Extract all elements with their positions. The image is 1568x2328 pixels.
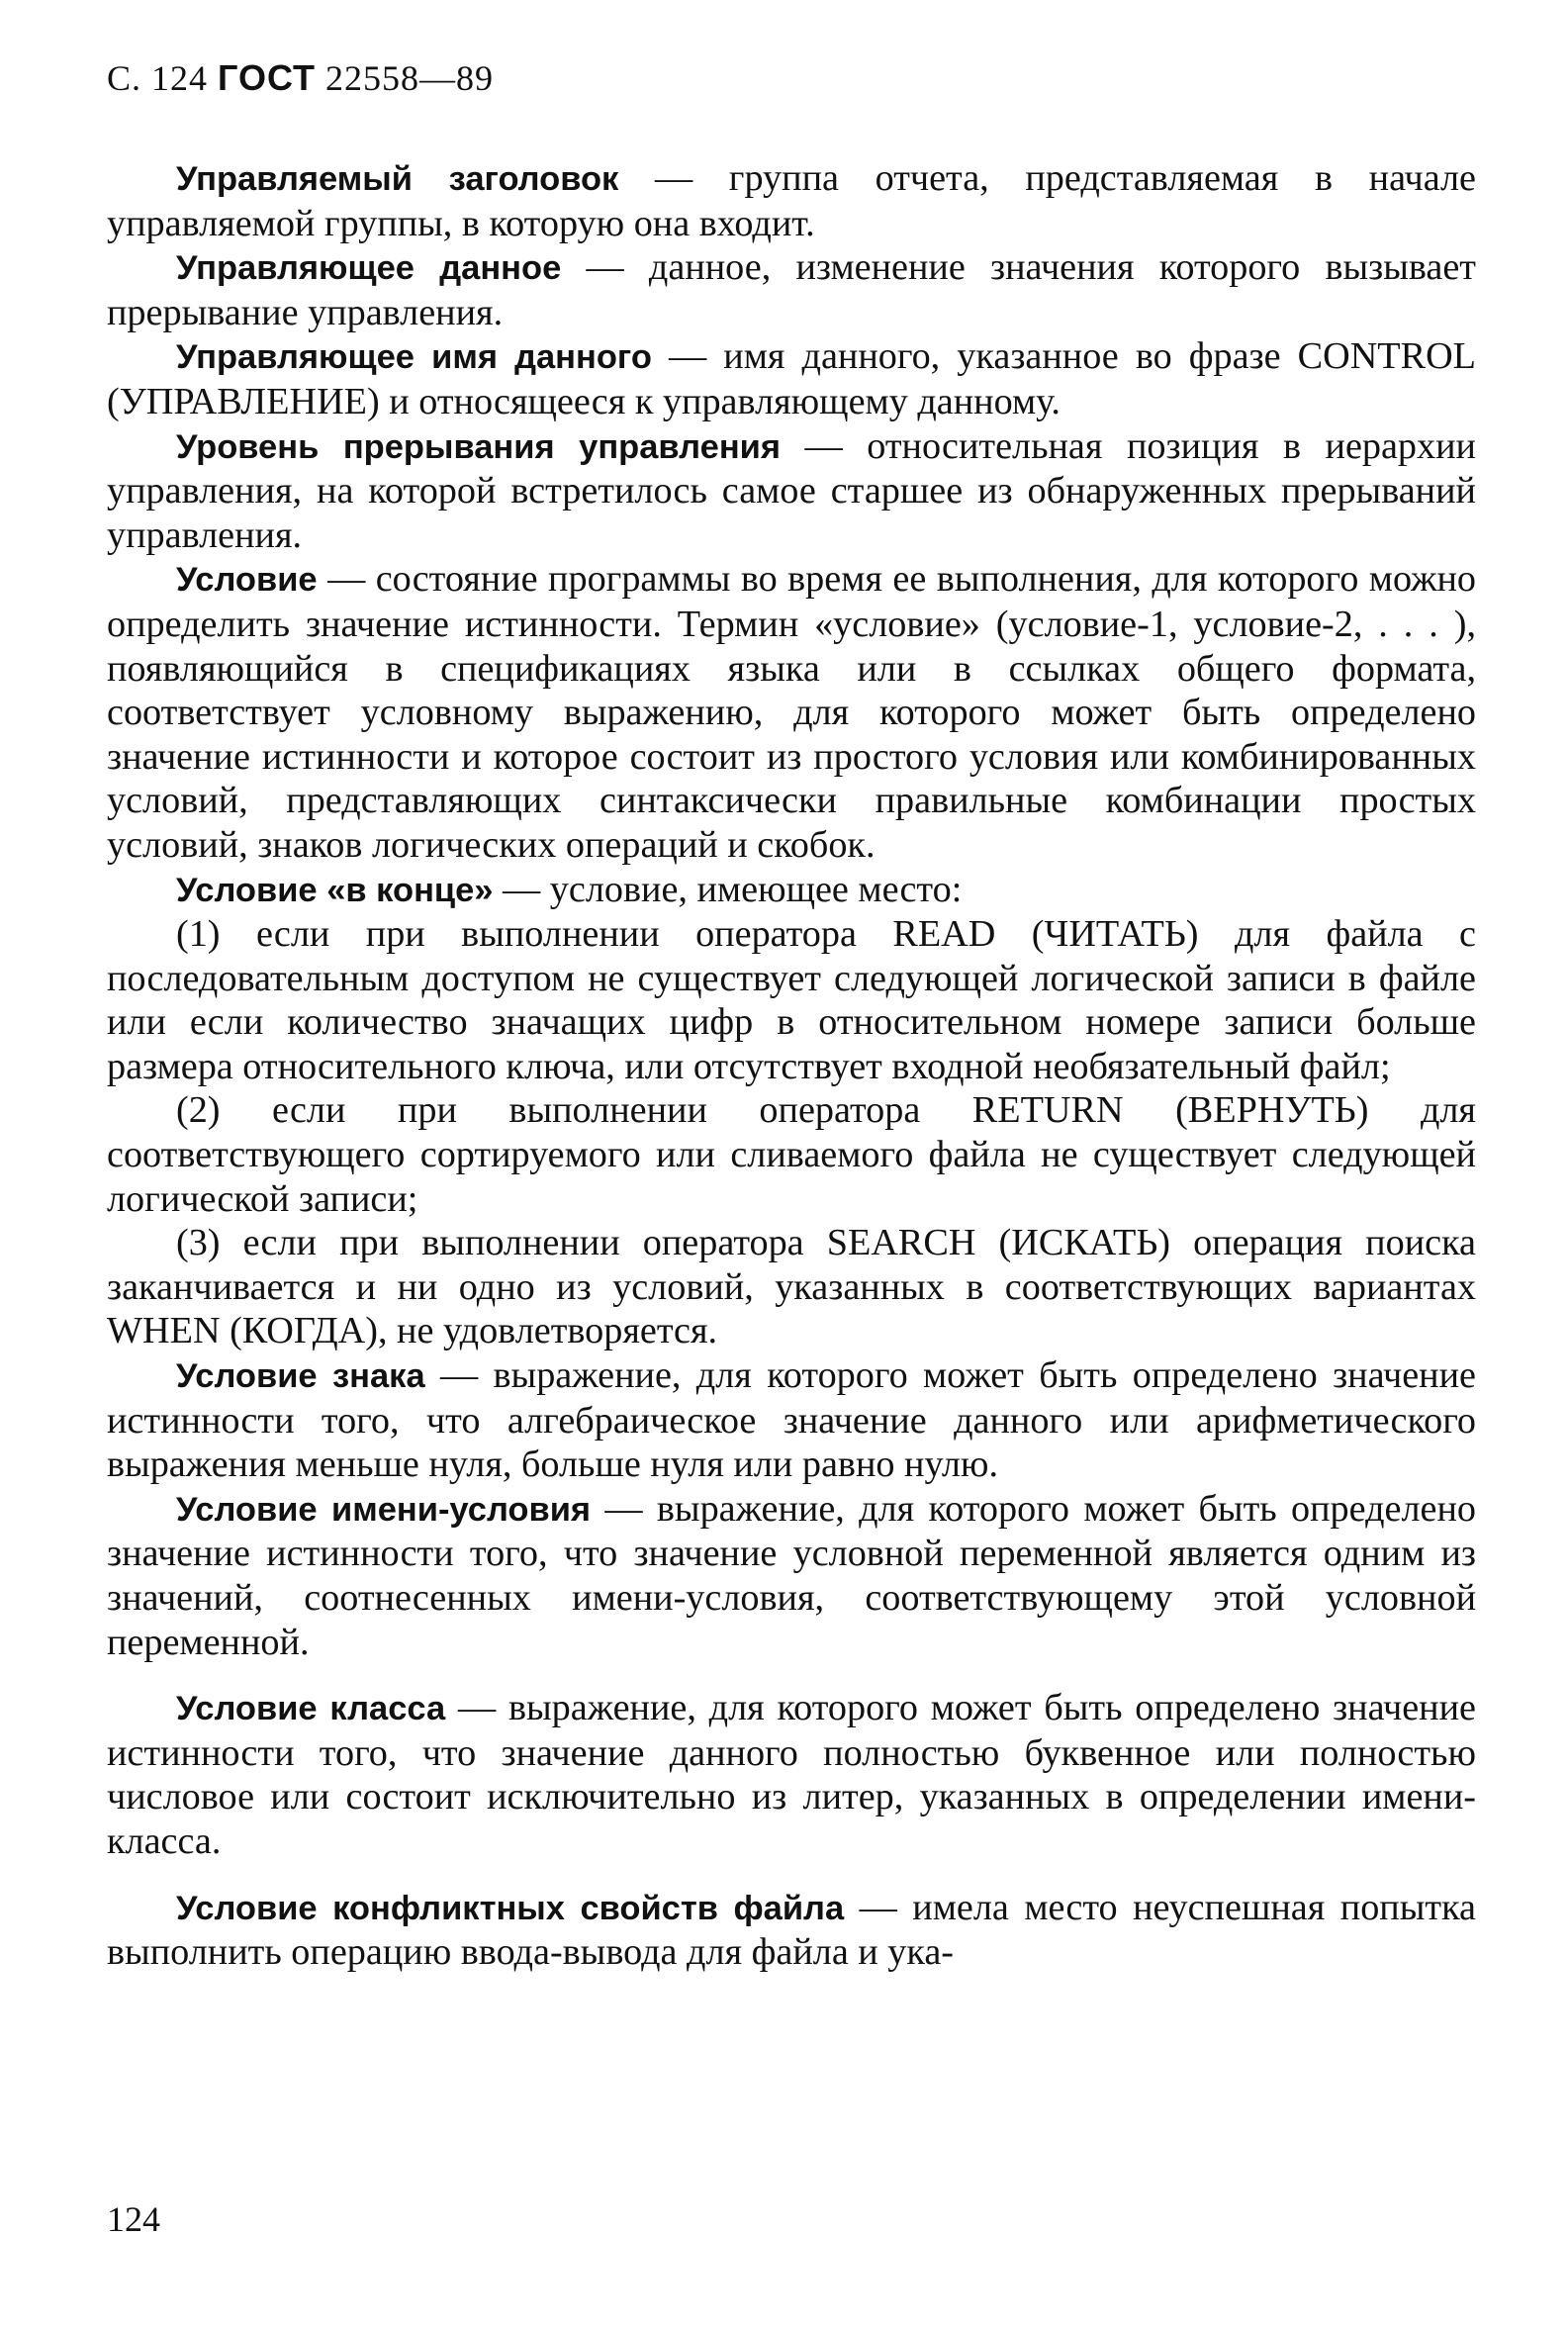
glossary-entry bbox=[107, 245, 1476, 334]
glossary-subitem bbox=[107, 912, 1476, 1088]
entry-term: Условие класса bbox=[176, 1690, 446, 1728]
glossary-entry bbox=[107, 1487, 1476, 1664]
header-page-ref: С. 124 bbox=[107, 58, 209, 98]
page-number: 124 bbox=[107, 2199, 160, 2239]
entry-term: Управляющее данное bbox=[176, 249, 562, 288]
glossary-entry bbox=[107, 1886, 1476, 1975]
glossary-body bbox=[107, 156, 1476, 1975]
entry-definition: — имя данного, указанное во фразе CONTROL (УПРАВЛЕНИЕ) и относящееся к управляющему данному. bbox=[107, 335, 1476, 422]
entry-definition: — группа отчета, представляемая в начале управляемой группы, в которую она входит. bbox=[107, 157, 1476, 244]
entry-term: Управляющее имя данного bbox=[176, 338, 652, 377]
entry-definition: — выражение, для которого может быть определено значение истинности того, что алгебраическое значение данного или арифметического выражения меньше нуля, больше нуля или равно нулю. bbox=[107, 1354, 1476, 1486]
glossary-entry bbox=[107, 424, 1476, 558]
entry-definition: — имела место неуспешная попытка выполнить операцию ввода-вывода для файла и ука- bbox=[107, 1886, 1476, 1974]
subitem-text: (1) если при выполнении оператора READ (ЧИТАТЬ) для файла с последовательным доступом не существует следующей логической записи в файле или если количество значащих цифр в относительном номере записи больше размера относительного ключа, или отсутствует входной необязательный файл; bbox=[107, 913, 1476, 1087]
entry-definition: — выражение, для которого может быть определено значение истинности того, что значение условной переменной является одним из значений, соотнесенных имени-условия, соответствующему этой условной переменной. bbox=[107, 1487, 1476, 1663]
entry-term: Управляемый заголовок bbox=[176, 160, 619, 198]
document-page bbox=[107, 57, 1476, 1975]
entry-term: Условие знака bbox=[176, 1357, 425, 1396]
glossary-entry bbox=[107, 868, 1476, 913]
entry-term: Условие bbox=[176, 561, 318, 600]
entry-definition: — относительная позиция в иерархии управления, на которой встретилось самое старшее из обнаруженных прерываний управления. bbox=[107, 424, 1476, 556]
entry-definition: — выражение, для которого может быть определено значение истинности того, что значение данного полностью буквенное или полностью числовое или состоит исключительно из литер, указанных в определении имени-класса. bbox=[107, 1687, 1476, 1862]
entry-definition: — условие, имеющее место: bbox=[493, 868, 963, 910]
entry-term: Условие имени-условия bbox=[176, 1490, 592, 1529]
entry-definition: — состояние программы во время ее выполнения, для которого можно определить значение истинности. Термин «условие» (условие-1, условие-2, . . . ), появляющийся в спецификациях языка или в ссылках общего формата, соответствует условному выражению, для которого может быть определено значение истинности и которое состоит из простого условия или комбинированных условий, представляющих синтаксически правильные комбинации простых условий, знаков логических операций и скобок. bbox=[107, 558, 1476, 866]
page-header bbox=[107, 57, 1476, 105]
glossary-subitem bbox=[107, 1221, 1476, 1353]
entry-definition: — данное, изменение значения которого вызывает прерывание управления. bbox=[107, 246, 1477, 333]
glossary-subitem bbox=[107, 1088, 1476, 1221]
glossary-entry bbox=[107, 1686, 1476, 1863]
header-standard-number: 22558—89 bbox=[325, 58, 495, 98]
entry-term: Уровень прерывания управления bbox=[176, 427, 782, 466]
glossary-entry bbox=[107, 1353, 1476, 1487]
subitem-text: (2) если при выполнении оператора RETURN (ВЕРНУТЬ) для соответствующего сортируемого или сливаемого файла не существует следующей логической записи; bbox=[107, 1089, 1476, 1220]
entry-term: Условие «в конце» bbox=[176, 871, 494, 909]
header-gost-label: ГОСТ bbox=[218, 57, 317, 98]
glossary-entry bbox=[107, 557, 1476, 867]
entry-term: Условие конфликтных свойств файла bbox=[176, 1889, 845, 1927]
subitem-text: (3) если при выполнении оператора SEARCH (ИСКАТЬ) операция поиска заканчивается и ни одно из условий, указанных в соответствующих вариантах WHEN (КОГДА), не удовлетворяется. bbox=[107, 1222, 1476, 1352]
glossary-entry bbox=[107, 156, 1476, 245]
glossary-entry bbox=[107, 334, 1476, 423]
